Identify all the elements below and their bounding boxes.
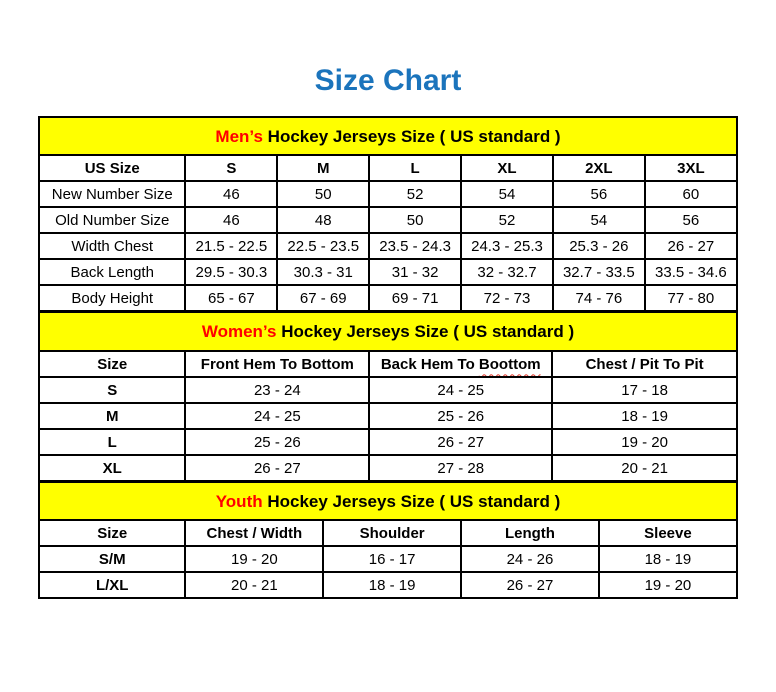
column-header: S <box>185 156 277 181</box>
column-header: Size <box>40 352 185 377</box>
size-value-cell: 29.5 - 30.3 <box>185 259 277 285</box>
table-row <box>40 259 736 285</box>
size-value-cell: 24 - 25 <box>369 377 552 403</box>
youth-size-section <box>40 480 736 597</box>
size-value-cell: 18 - 19 <box>599 546 736 572</box>
size-value-cell: 24.3 - 25.3 <box>461 233 553 259</box>
table-row <box>40 181 736 207</box>
size-value-cell: 46 <box>185 207 277 233</box>
size-value-cell: 54 <box>553 207 645 233</box>
size-value-cell: 32 - 32.7 <box>461 259 553 285</box>
mens-band-text: Hockey Jerseys Size ( US standard ) <box>262 127 561 146</box>
size-value-cell: 20 - 21 <box>552 455 736 480</box>
page-title: Size Chart <box>314 64 462 97</box>
size-value-cell: 48 <box>277 207 369 233</box>
header-row <box>40 352 736 377</box>
size-value-cell: 50 <box>369 207 461 233</box>
size-value-cell: 17 - 18 <box>552 377 736 403</box>
size-value-cell: 69 - 71 <box>369 285 461 310</box>
womens-size-table <box>40 352 736 480</box>
column-header: Sleeve <box>599 521 736 546</box>
size-value-cell: 25 - 26 <box>185 429 369 455</box>
womens-band-text: Hockey Jerseys Size ( US standard ) <box>276 322 575 342</box>
size-value-cell: 72 - 73 <box>461 285 553 310</box>
header-row <box>40 521 736 546</box>
size-value-cell: 26 - 27 <box>461 572 599 597</box>
size-value-cell: 21.5 - 22.5 <box>185 233 277 259</box>
column-header: M <box>277 156 369 181</box>
row-label: S/M <box>40 546 185 572</box>
size-value-cell: 27 - 28 <box>369 455 552 480</box>
womens-size-section <box>40 310 736 479</box>
column-header: 3XL <box>645 156 736 181</box>
size-value-cell: 54 <box>461 181 553 207</box>
size-value-cell: 56 <box>645 207 736 233</box>
size-value-cell: 26 - 27 <box>369 429 552 455</box>
size-value-cell: 23 - 24 <box>185 377 369 403</box>
size-value-cell: 19 - 20 <box>552 429 736 455</box>
table-row <box>40 455 736 480</box>
column-header: US Size <box>40 156 185 181</box>
size-value-cell: 20 - 21 <box>185 572 323 597</box>
mens-section-header <box>40 118 736 156</box>
mens-size-section <box>40 118 736 310</box>
size-value-cell: 32.7 - 33.5 <box>553 259 645 285</box>
column-header: 2XL <box>553 156 645 181</box>
row-label: Body Height <box>40 285 185 310</box>
column-header: Chest / Pit To Pit <box>552 352 736 377</box>
size-value-cell: 26 - 27 <box>645 233 736 259</box>
table-row <box>40 207 736 233</box>
column-header: Front Hem To Bottom <box>185 352 369 377</box>
column-header: Size <box>40 521 185 546</box>
column-header: XL <box>461 156 553 181</box>
youth-band-text: Hockey Jerseys Size ( US standard ) <box>262 491 561 511</box>
column-header: Chest / Width <box>185 521 323 546</box>
table-row <box>40 429 736 455</box>
womens-band-highlight: Women’s <box>201 322 277 342</box>
size-value-cell: 26 - 27 <box>185 455 369 480</box>
youth-size-table <box>40 521 736 597</box>
size-value-cell: 22.5 - 23.5 <box>277 233 369 259</box>
table-row <box>40 285 736 310</box>
column-header: Back Hem To Boottom <box>369 352 552 377</box>
womens-section-header <box>40 310 736 351</box>
header-row <box>40 156 736 181</box>
size-value-cell: 52 <box>369 181 461 207</box>
table-row <box>40 377 736 403</box>
table-row <box>40 572 736 597</box>
size-value-cell: 23.5 - 24.3 <box>369 233 461 259</box>
size-value-cell: 25 - 26 <box>369 403 552 429</box>
row-label: S <box>40 377 185 403</box>
column-header: L <box>369 156 461 181</box>
youth-band-highlight: Youth <box>215 491 263 511</box>
size-value-cell: 77 - 80 <box>645 285 736 310</box>
size-value-cell: 18 - 19 <box>323 572 461 597</box>
size-value-cell: 31 - 32 <box>369 259 461 285</box>
row-label: L <box>40 429 185 455</box>
table-row <box>40 546 736 572</box>
table-row <box>40 403 736 429</box>
size-value-cell: 33.5 - 34.6 <box>645 259 736 285</box>
size-value-cell: 67 - 69 <box>277 285 369 310</box>
row-label: Back Length <box>40 259 185 285</box>
size-value-cell: 74 - 76 <box>553 285 645 310</box>
size-value-cell: 24 - 25 <box>185 403 369 429</box>
size-value-cell: 19 - 20 <box>599 572 736 597</box>
size-value-cell: 52 <box>461 207 553 233</box>
misspelled-word: Boottom <box>478 355 541 373</box>
size-value-cell: 16 - 17 <box>323 546 461 572</box>
size-value-cell: 46 <box>185 181 277 207</box>
size-value-cell: 18 - 19 <box>552 403 736 429</box>
row-label: L/XL <box>40 572 185 597</box>
size-value-cell: 24 - 26 <box>461 546 599 572</box>
size-value-cell: 60 <box>645 181 736 207</box>
size-chart <box>38 116 738 599</box>
row-label: New Number Size <box>40 181 185 207</box>
size-value-cell: 56 <box>553 181 645 207</box>
size-value-cell: 25.3 - 26 <box>553 233 645 259</box>
row-label: Width Chest <box>40 233 185 259</box>
youth-section-header <box>40 480 736 521</box>
mens-size-table <box>40 156 736 310</box>
row-label: Old Number Size <box>40 207 185 233</box>
row-label: XL <box>40 455 185 480</box>
size-value-cell: 65 - 67 <box>185 285 277 310</box>
size-value-cell: 30.3 - 31 <box>277 259 369 285</box>
size-value-cell: 19 - 20 <box>185 546 323 572</box>
size-value-cell: 50 <box>277 181 369 207</box>
table-row <box>40 233 736 259</box>
column-header: Shoulder <box>323 521 461 546</box>
column-header: Length <box>461 521 599 546</box>
row-label: M <box>40 403 185 429</box>
mens-band-highlight: Men’s <box>215 127 263 146</box>
